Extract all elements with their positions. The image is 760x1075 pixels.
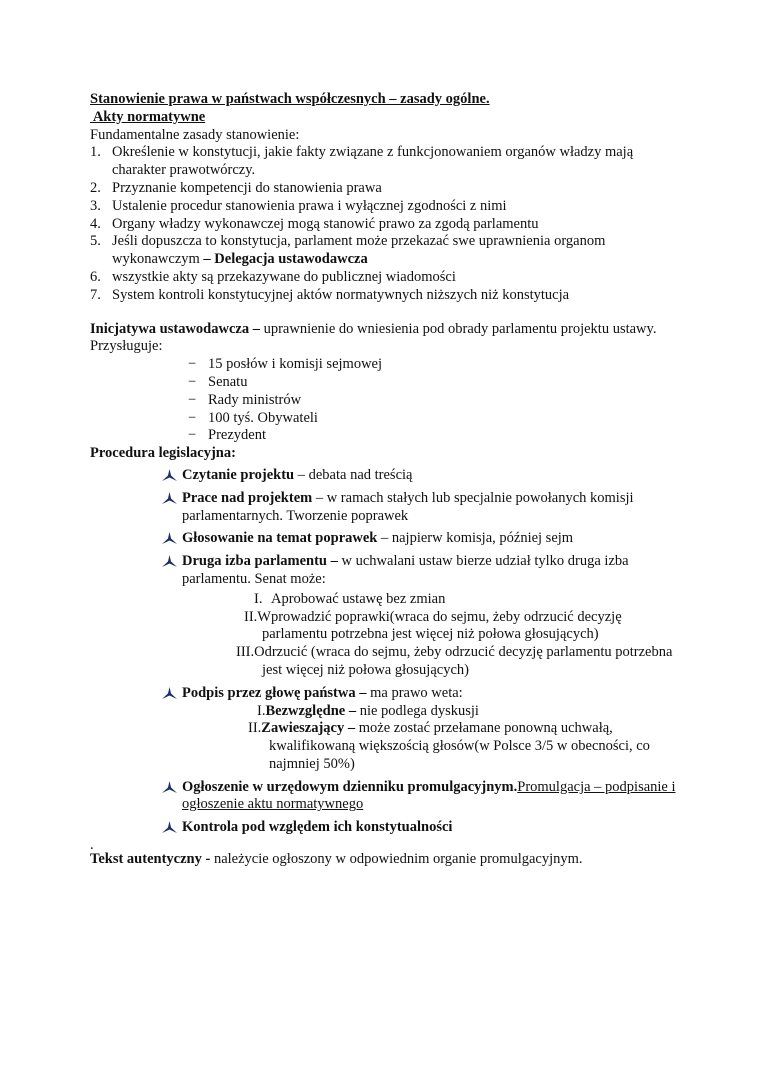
- step-text: ma prawo weta:: [366, 684, 463, 701]
- initiative-term: Inicjatywa ustawodawcza –: [90, 320, 260, 337]
- page-title: Stanowienie prawa w państwach współczesnych – zasady ogólne.: [90, 91, 490, 107]
- veto-term: Bezwzględne –: [265, 702, 357, 719]
- senate-options: [182, 591, 690, 680]
- item-number: 3.: [90, 197, 101, 214]
- list-item: [182, 720, 690, 773]
- roman-number: II.: [248, 720, 262, 737]
- roman-number: I.: [254, 590, 263, 607]
- list-item: [182, 703, 690, 721]
- item-text: może zostać przełamane ponowną uchwałą, kwalifikowaną większością głosów(w Polsce 3/5 w obecności, co najmniej 50%): [269, 720, 650, 772]
- item-text: Określenie w konstytucji, jakie fakty związane z funkcjonowaniem organów władzy mają charakter prawotwórczy.: [112, 144, 634, 179]
- item-text: System kontroli konstytucyjnej aktów normatywnych niższych niż konstytucja: [112, 286, 570, 303]
- dash-bullet: −: [188, 427, 197, 444]
- item-text: nie podlega dyskusji: [356, 702, 479, 719]
- dash-bullet: −: [188, 409, 197, 426]
- step-term: Druga izba parlamentu –: [182, 553, 338, 570]
- list-item: [160, 685, 690, 774]
- star-bullet-icon: [162, 469, 177, 482]
- initiative-list: [90, 356, 690, 445]
- list-item: [90, 269, 690, 287]
- delegation-term: – Delegacja ustawodawcza: [199, 251, 368, 268]
- step-text: – w ramach stałych lub specjalnie powołanych komisji parlamentarnych. Tworzenie poprawek: [182, 489, 634, 524]
- item-text: wszystkie akty są przekazywane do publicznej wiadomości: [112, 268, 456, 285]
- item-number: 6.: [90, 268, 101, 285]
- veto-term: Zawieszający –: [261, 720, 356, 737]
- star-bullet-icon: [162, 492, 177, 505]
- procedure-heading: Procedura legislacyjna:: [90, 445, 236, 462]
- step-term: Głosowanie na temat poprawek: [182, 530, 378, 547]
- star-bullet-icon: [162, 555, 177, 568]
- item-number: 1.: [90, 144, 101, 161]
- authentic-text-paragraph: [90, 851, 690, 869]
- dash-bullet: −: [188, 373, 197, 390]
- star-bullet-icon: [162, 821, 177, 834]
- step-text: w uchwalani ustaw bierze udział tylko druga izba parlamentu. Senat może:: [182, 553, 629, 587]
- step-term: Czytanie projektu: [182, 466, 295, 483]
- item-text: Wprowadzić poprawki(wraca do sejmu, żeby odrzucić decyzję parlamentu potrzebna jest więcej niż połowa głosujących): [257, 608, 622, 643]
- roman-number: III.: [236, 644, 255, 661]
- item-text: Odrzucić (wraca do sejmu, żeby odrzucić decyzję parlamentu potrzebna jest więcej niż połowa głosujących): [254, 644, 673, 678]
- step-term: Ogłoszenie w urzędowym dzienniku promulgacyjnym.: [182, 778, 518, 795]
- list-item: [182, 591, 690, 609]
- step-term: Podpis przez głowę państwa –: [182, 684, 367, 701]
- stray-dot: .: [90, 837, 94, 854]
- list-item: [160, 779, 690, 815]
- list-item: [188, 427, 690, 445]
- list-item: [90, 216, 690, 234]
- authentic-term: Tekst autentyczny -: [90, 851, 211, 868]
- list-item: [160, 553, 690, 680]
- item-number: 7.: [90, 286, 101, 303]
- list-item: [90, 287, 690, 305]
- list-item: [188, 392, 690, 410]
- list-item: [90, 233, 690, 269]
- list-item: [90, 180, 690, 198]
- list-item: [182, 644, 690, 680]
- list-item: [160, 530, 690, 548]
- item-text: Senatu: [208, 373, 248, 390]
- item-text: Jeśli dopuszcza to konstytucja, parlament może przekazać swe uprawnienia organom wykonawczym: [112, 233, 606, 268]
- promulgation-definition: Promulgacja – podpisanie i ogłoszenie aktu normatywnego: [182, 778, 676, 813]
- dash-bullet: −: [188, 356, 197, 373]
- item-text: Prezydent: [208, 427, 266, 444]
- list-item: [160, 467, 690, 485]
- item-text: 100 tyś. Obywateli: [208, 409, 318, 426]
- star-bullet-icon: [162, 532, 177, 545]
- authentic-text: należycie ogłoszony w odpowiednim organie promulgacyjnym.: [210, 851, 583, 868]
- procedure-steps: [90, 467, 690, 837]
- list-item: [160, 819, 690, 837]
- list-item: [160, 490, 690, 526]
- list-item: [188, 356, 690, 374]
- principles-intro: Fundamentalne zasady stanowienie:: [90, 126, 300, 143]
- roman-number: I.: [257, 702, 266, 719]
- roman-number: II.: [244, 608, 258, 625]
- initiative-text: uprawnienie do wniesienia pod obrady parlamentu projektu ustawy. Przysługuje:: [90, 320, 657, 355]
- star-bullet-icon: [162, 687, 177, 700]
- list-item: [90, 144, 690, 180]
- item-number: 2.: [90, 179, 101, 196]
- dash-bullet: −: [188, 391, 197, 408]
- star-bullet-icon: [162, 781, 177, 794]
- item-text: Przyznanie kompetencji do stanowienia prawa: [112, 179, 382, 196]
- veto-options: [182, 703, 690, 774]
- item-text: Organy władzy wykonawczej mogą stanowić prawo za zgodą parlamentu: [112, 215, 539, 232]
- step-term: Kontrola pod względem ich konstytualności: [182, 819, 453, 836]
- section-heading-akty: Akty normatywne: [90, 108, 206, 125]
- item-text: 15 posłów i komisji sejmowej: [208, 356, 382, 373]
- step-text: – najpierw komisja, później sejm: [377, 530, 574, 547]
- item-number: 5.: [90, 233, 101, 250]
- list-item: [188, 410, 690, 428]
- item-number: 4.: [90, 215, 101, 232]
- item-text: Rady ministrów: [208, 391, 302, 408]
- initiative-paragraph: [90, 321, 690, 357]
- item-text: Aprobować ustawę bez zmian: [271, 590, 446, 607]
- document-page: [90, 91, 690, 869]
- principles-list: [90, 144, 690, 304]
- list-item: [90, 198, 690, 216]
- list-item: [188, 374, 690, 392]
- item-text: Ustalenie procedur stanowienia prawa i wyłącznej zgodności z nimi: [112, 197, 507, 214]
- step-text: – debata nad treścią: [294, 466, 413, 483]
- step-term: Prace nad projektem: [182, 489, 313, 506]
- list-item: [182, 609, 690, 645]
